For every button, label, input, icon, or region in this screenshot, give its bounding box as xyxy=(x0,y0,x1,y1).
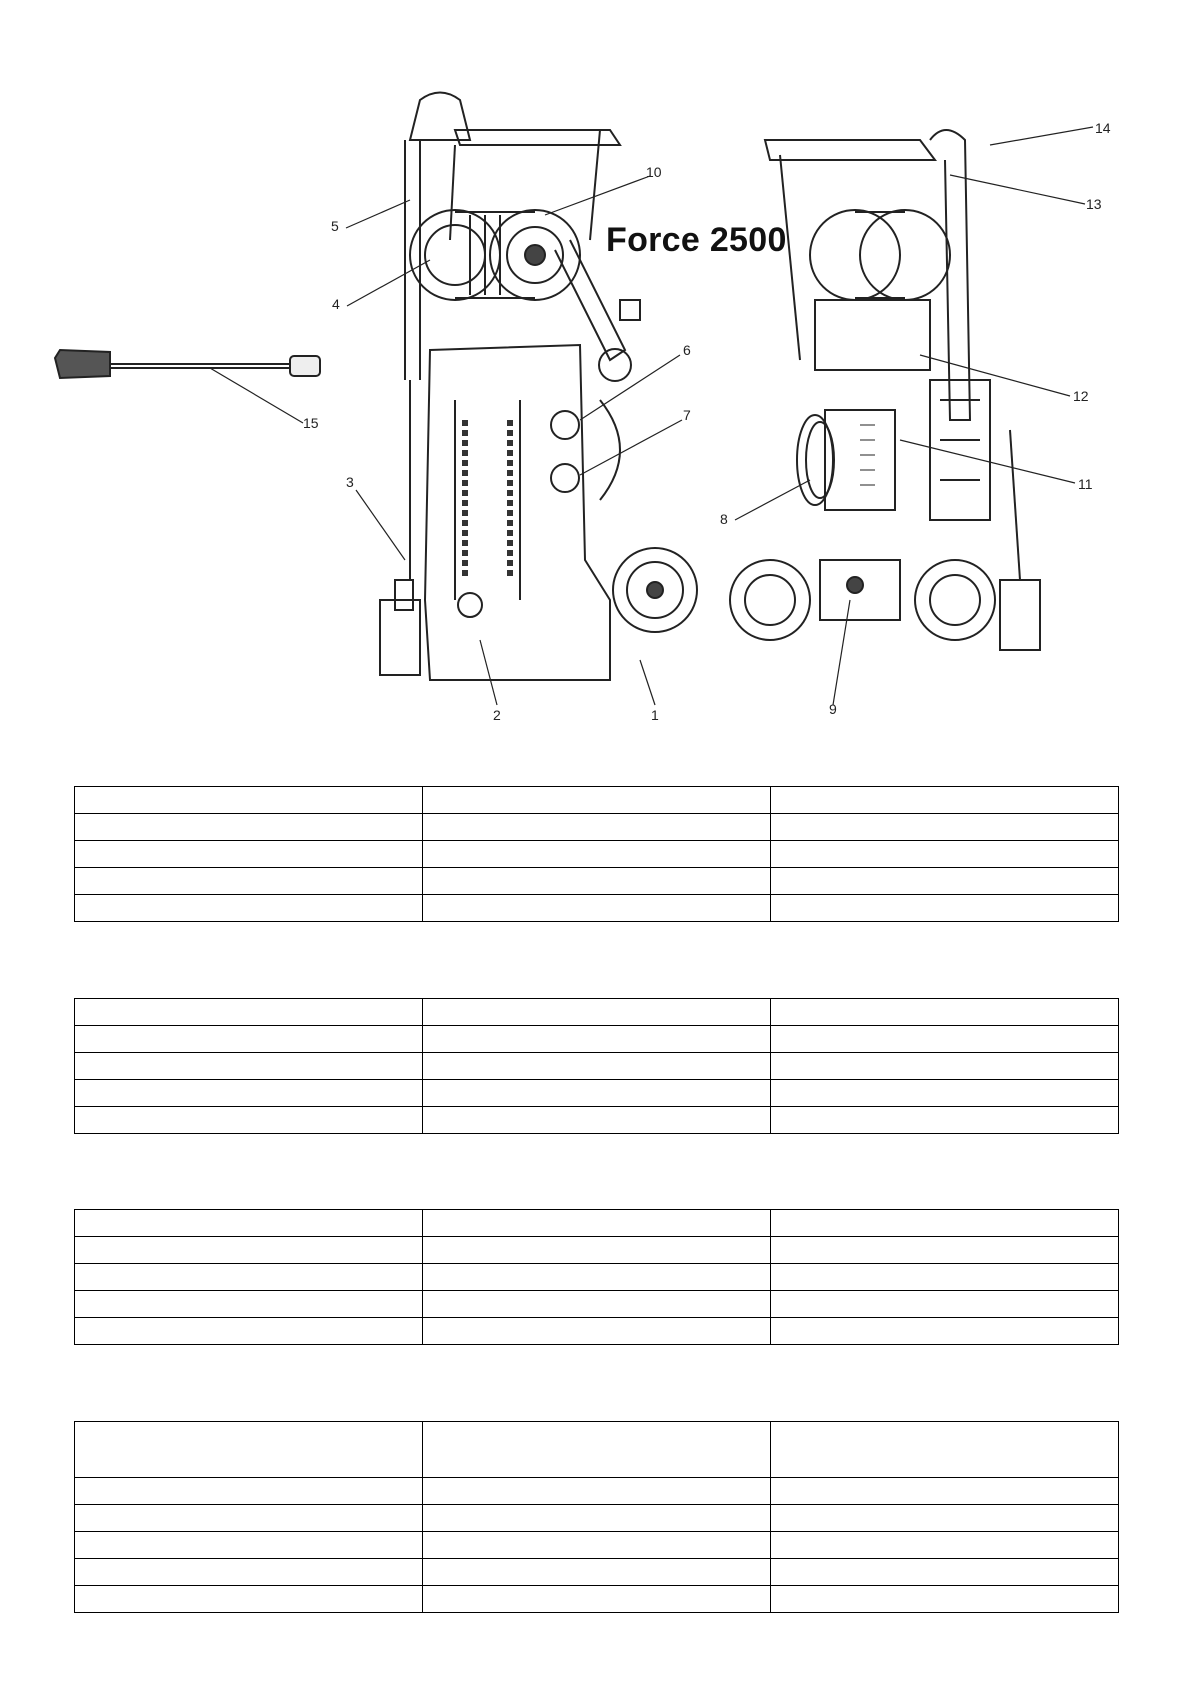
parts-table-2 xyxy=(74,998,1119,1134)
callout-5: 5 xyxy=(331,218,339,234)
table-cell xyxy=(423,1264,771,1291)
table-cell xyxy=(75,1237,423,1264)
table-cell xyxy=(771,1478,1119,1505)
table-cell xyxy=(771,999,1119,1026)
table-cell xyxy=(771,1559,1119,1586)
table-cell xyxy=(75,1559,423,1586)
table-cell xyxy=(75,787,423,814)
front-view-unit xyxy=(380,93,697,681)
table-cell xyxy=(423,841,771,868)
table-cell xyxy=(423,1478,771,1505)
table-row xyxy=(75,1264,1119,1291)
callout-7: 7 xyxy=(683,407,691,423)
callout-2: 2 xyxy=(493,707,501,723)
table-row xyxy=(75,1210,1119,1237)
table-cell xyxy=(423,1291,771,1318)
callout-8: 8 xyxy=(720,511,728,527)
table-row xyxy=(75,1505,1119,1532)
table-cell xyxy=(423,1080,771,1107)
callout-10: 10 xyxy=(646,164,662,180)
callout-14: 14 xyxy=(1095,120,1111,136)
parts-table-1 xyxy=(74,786,1119,922)
table-cell xyxy=(75,814,423,841)
callout-11: 11 xyxy=(1078,476,1093,492)
callout-6: 6 xyxy=(683,342,691,358)
table-cell xyxy=(75,1318,423,1345)
table-cell xyxy=(423,1532,771,1559)
table-cell xyxy=(423,1053,771,1080)
table-cell xyxy=(75,868,423,895)
table-cell xyxy=(75,895,423,922)
table-cell xyxy=(423,814,771,841)
callout-3: 3 xyxy=(346,474,354,490)
table-row xyxy=(75,787,1119,814)
table-cell xyxy=(75,1422,423,1478)
table-cell xyxy=(75,1053,423,1080)
table-row xyxy=(75,1291,1119,1318)
table-cell xyxy=(423,1422,771,1478)
table-cell xyxy=(771,1422,1119,1478)
table-row xyxy=(75,868,1119,895)
table-row xyxy=(75,1053,1119,1080)
table-cell xyxy=(75,1291,423,1318)
table-cell xyxy=(771,841,1119,868)
table-cell xyxy=(771,1318,1119,1345)
table-cell xyxy=(75,1026,423,1053)
callout-4: 4 xyxy=(332,296,340,312)
table-cell xyxy=(423,895,771,922)
parts-table-3 xyxy=(74,1209,1119,1345)
table-row xyxy=(75,1026,1119,1053)
parts-table-4 xyxy=(74,1421,1119,1613)
table-cell xyxy=(423,1559,771,1586)
table-row xyxy=(75,1318,1119,1345)
table-cell xyxy=(75,1478,423,1505)
table-row xyxy=(75,1422,1119,1478)
table-row xyxy=(75,1586,1119,1613)
table-cell xyxy=(771,1586,1119,1613)
table-cell xyxy=(771,1210,1119,1237)
table-row xyxy=(75,841,1119,868)
table-row xyxy=(75,1478,1119,1505)
table-cell xyxy=(771,868,1119,895)
table-cell xyxy=(75,1210,423,1237)
table-cell xyxy=(75,841,423,868)
table-cell xyxy=(771,1532,1119,1559)
table-cell xyxy=(771,1237,1119,1264)
callout-12: 12 xyxy=(1073,388,1089,404)
rear-view-unit xyxy=(730,130,1040,650)
table-cell xyxy=(423,1210,771,1237)
table-cell xyxy=(771,1505,1119,1532)
table-cell xyxy=(423,1586,771,1613)
table-cell xyxy=(771,787,1119,814)
table-row xyxy=(75,1532,1119,1559)
table-row xyxy=(75,1080,1119,1107)
table-cell xyxy=(75,1586,423,1613)
table-cell xyxy=(75,1532,423,1559)
table-cell xyxy=(771,814,1119,841)
spray-lance-drawing xyxy=(55,350,320,378)
callout-13: 13 xyxy=(1086,196,1102,212)
table-cell xyxy=(75,999,423,1026)
table-row xyxy=(75,999,1119,1026)
table-row xyxy=(75,895,1119,922)
table-cell xyxy=(423,1107,771,1134)
table-cell xyxy=(75,1080,423,1107)
table-row xyxy=(75,814,1119,841)
table-cell xyxy=(771,1026,1119,1053)
table-cell xyxy=(771,895,1119,922)
table-row xyxy=(75,1237,1119,1264)
callout-1: 1 xyxy=(651,707,659,723)
table-cell xyxy=(423,1026,771,1053)
table-cell xyxy=(423,999,771,1026)
table-cell xyxy=(423,1505,771,1532)
table-cell xyxy=(423,1237,771,1264)
table-cell xyxy=(771,1291,1119,1318)
table-cell xyxy=(771,1080,1119,1107)
table-cell xyxy=(75,1107,423,1134)
table-cell xyxy=(423,1318,771,1345)
table-row xyxy=(75,1559,1119,1586)
callout-9: 9 xyxy=(829,701,837,717)
model-label: Force 2500 xyxy=(606,221,787,259)
table-cell xyxy=(423,787,771,814)
table-cell xyxy=(75,1264,423,1291)
callout-15: 15 xyxy=(303,415,319,431)
table-cell xyxy=(75,1505,423,1532)
table-row xyxy=(75,1107,1119,1134)
table-cell xyxy=(771,1264,1119,1291)
pressure-washer-drawing xyxy=(0,0,1191,740)
table-cell xyxy=(771,1053,1119,1080)
table-cell xyxy=(771,1107,1119,1134)
product-diagram xyxy=(0,0,1191,740)
table-cell xyxy=(423,868,771,895)
